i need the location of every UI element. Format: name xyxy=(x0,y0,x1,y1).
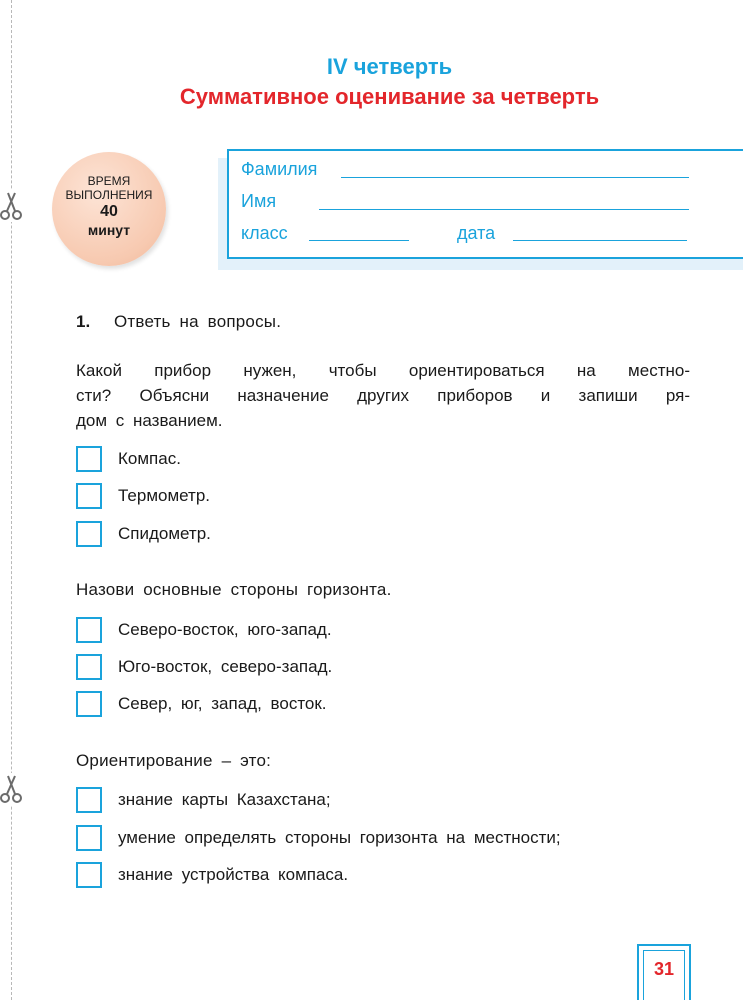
surname-field[interactable] xyxy=(341,177,689,178)
option-label: Спидометр. xyxy=(118,524,211,543)
page-number: 31 xyxy=(643,950,685,1000)
option-label: Юго-восток, северо-запад. xyxy=(118,657,333,676)
option-label: Север, юг, запад, восток. xyxy=(118,694,327,713)
question-2: Назови основные стороны горизонта. xyxy=(76,580,392,599)
scissors-icon xyxy=(0,190,24,222)
timer-amount: 40 xyxy=(100,203,118,220)
task-number: 1. xyxy=(76,312,91,331)
option-label: умение определять стороны горизонта на местности; xyxy=(118,828,561,847)
date-field[interactable] xyxy=(513,240,687,241)
question-1 xyxy=(76,358,690,433)
option-label: Северо-восток, юго-запад. xyxy=(118,620,332,639)
assessment-title: Суммативное оценивание за четверть xyxy=(179,84,600,109)
answer-checkbox[interactable] xyxy=(76,862,102,888)
answer-checkbox[interactable] xyxy=(76,691,102,717)
class-label: класс xyxy=(241,223,288,243)
name-field[interactable] xyxy=(319,209,689,210)
answer-checkbox[interactable] xyxy=(76,446,102,472)
option-label: знание карты Казахстана; xyxy=(118,790,331,809)
question-3: Ориентирование – это: xyxy=(76,751,272,770)
answer-checkbox[interactable] xyxy=(76,654,102,680)
option-label: знание устройства компаса. xyxy=(118,865,349,884)
scissors-icon xyxy=(0,773,24,805)
surname-label: Фамилия xyxy=(241,159,318,179)
class-field[interactable] xyxy=(309,240,409,241)
option-label: Термометр. xyxy=(118,486,211,505)
timer-unit: минут xyxy=(87,222,131,238)
task-instruction: Ответь на вопросы. xyxy=(114,312,282,331)
answer-checkbox[interactable] xyxy=(76,483,102,509)
timer-line1: ВРЕМЯ xyxy=(87,174,131,188)
timer-line2: ВЫПОЛНЕНИЯ xyxy=(65,188,153,202)
answer-checkbox[interactable] xyxy=(76,787,102,813)
date-label: дата xyxy=(457,223,496,243)
option-label: Компас. xyxy=(118,449,181,468)
name-label: Имя xyxy=(241,191,277,211)
time-limit-badge xyxy=(52,152,166,266)
cut-line xyxy=(11,0,12,1000)
answer-checkbox[interactable] xyxy=(76,825,102,851)
student-info-form xyxy=(227,149,743,259)
page-number-box xyxy=(637,944,691,1000)
quarter-title: IV четверть xyxy=(326,54,453,79)
question-1-line: сти? Объясни назначение других приборов и запиши ря- xyxy=(76,386,690,405)
answer-checkbox[interactable] xyxy=(76,617,102,643)
question-1-line: дом с названием. xyxy=(76,411,223,430)
question-1-line: Какой прибор нужен, чтобы ориентироваться на местно- xyxy=(76,361,690,380)
answer-checkbox[interactable] xyxy=(76,521,102,547)
